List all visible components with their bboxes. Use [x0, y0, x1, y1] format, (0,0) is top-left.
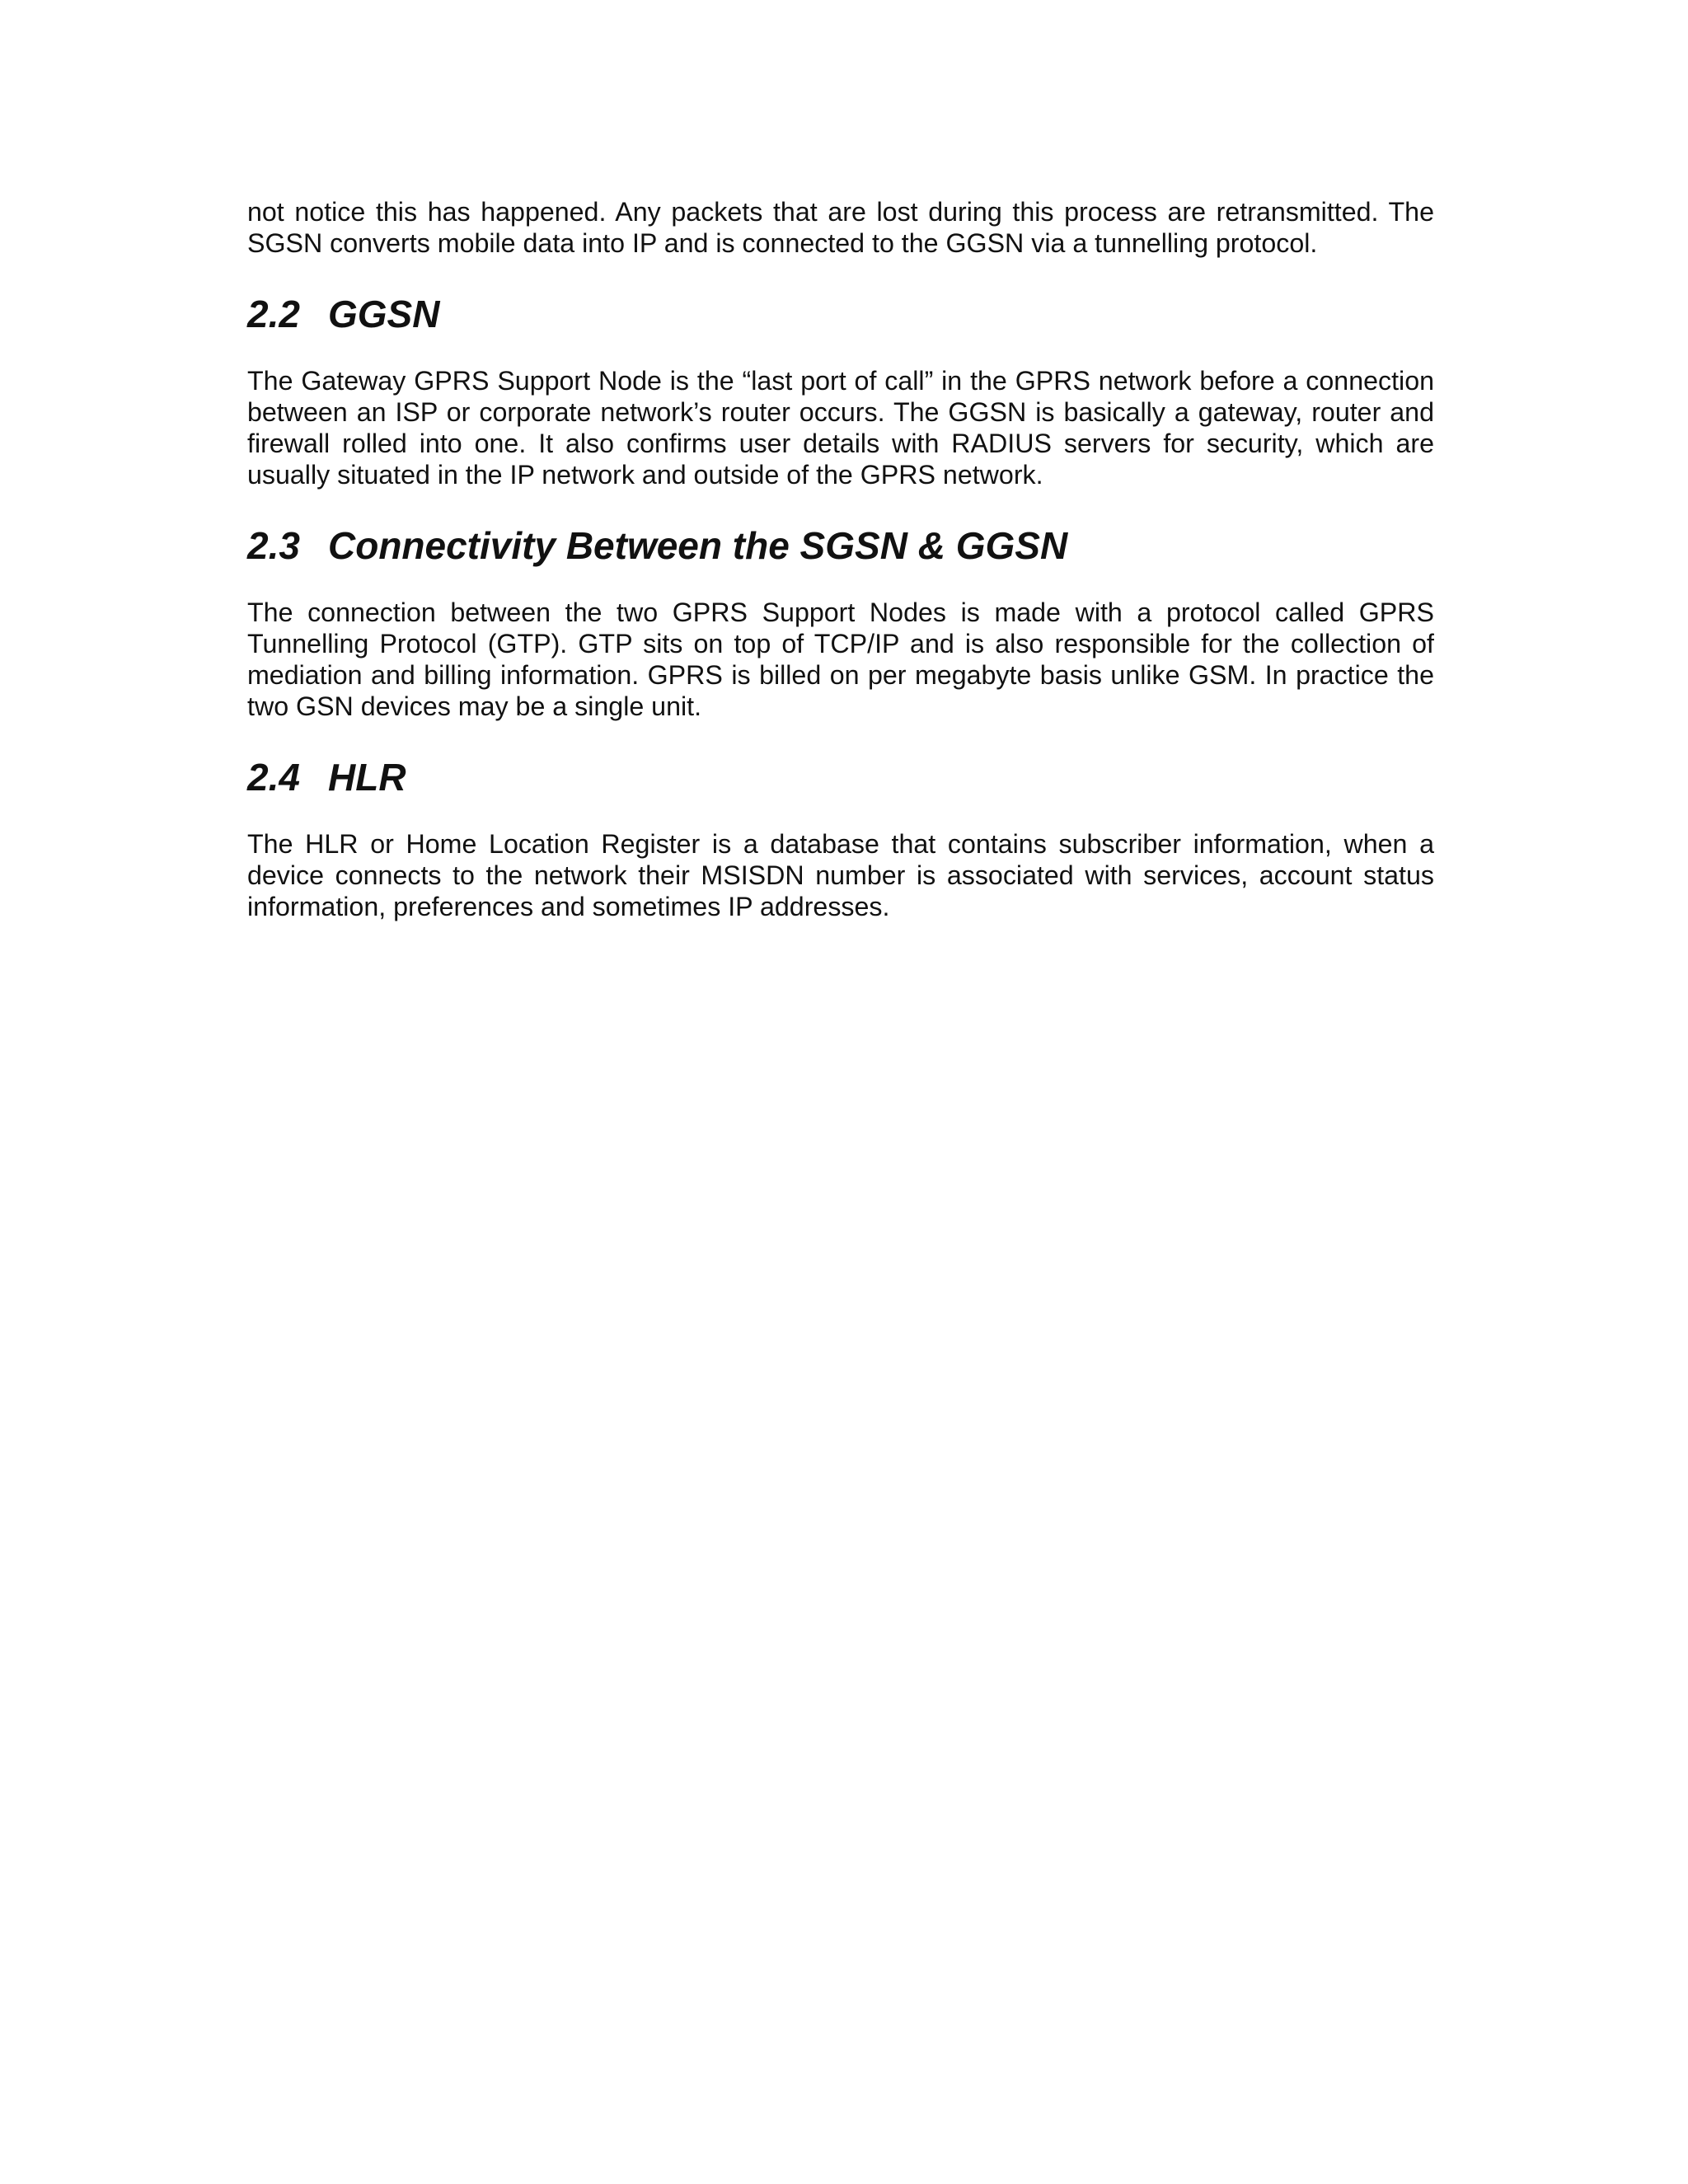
section-title: Connectivity Between the SGSN & GGSN	[328, 524, 1068, 567]
section-heading-ggsn	[247, 293, 1434, 335]
intro-paragraph: not notice this has happened. Any packets that are lost during this process are retransmitted. The SGSN converts mobile data into IP and is connected to the GGSN via a tunnelling protocol.	[247, 197, 1434, 258]
section-body-ggsn: The Gateway GPRS Support Node is the “last port of call” in the GPRS network before a connection between an ISP or corporate network’s router occurs. The GGSN is basically a gateway, router and firewall rolled into one. It also confirms user details with RADIUS servers for security, which are usually situated in the IP network and outside of the GPRS network.	[247, 366, 1434, 490]
section-body-hlr: The HLR or Home Location Register is a database that contains subscriber information, when a device connects to the network their MSISDN number is associated with services, account status information, preferences and sometimes IP addresses.	[247, 829, 1434, 921]
page-content	[247, 196, 1434, 922]
section-number: 2.3	[247, 524, 300, 567]
section-heading-connectivity	[247, 524, 1434, 567]
section-body-connectivity: The connection between the two GPRS Support Nodes is made with a protocol called GPRS Tunnelling Protocol (GTP). GTP sits on top of TCP/IP and is also responsible for the collection of mediation and billing information. GPRS is billed on per megabyte basis unlike GSM. In practice the two GSN devices may be a single unit.	[247, 598, 1434, 721]
section-heading-hlr	[247, 756, 1434, 799]
section-title: GGSN	[328, 293, 440, 335]
section-number: 2.4	[247, 756, 300, 799]
section-number: 2.2	[247, 293, 300, 335]
section-title: HLR	[328, 756, 406, 799]
